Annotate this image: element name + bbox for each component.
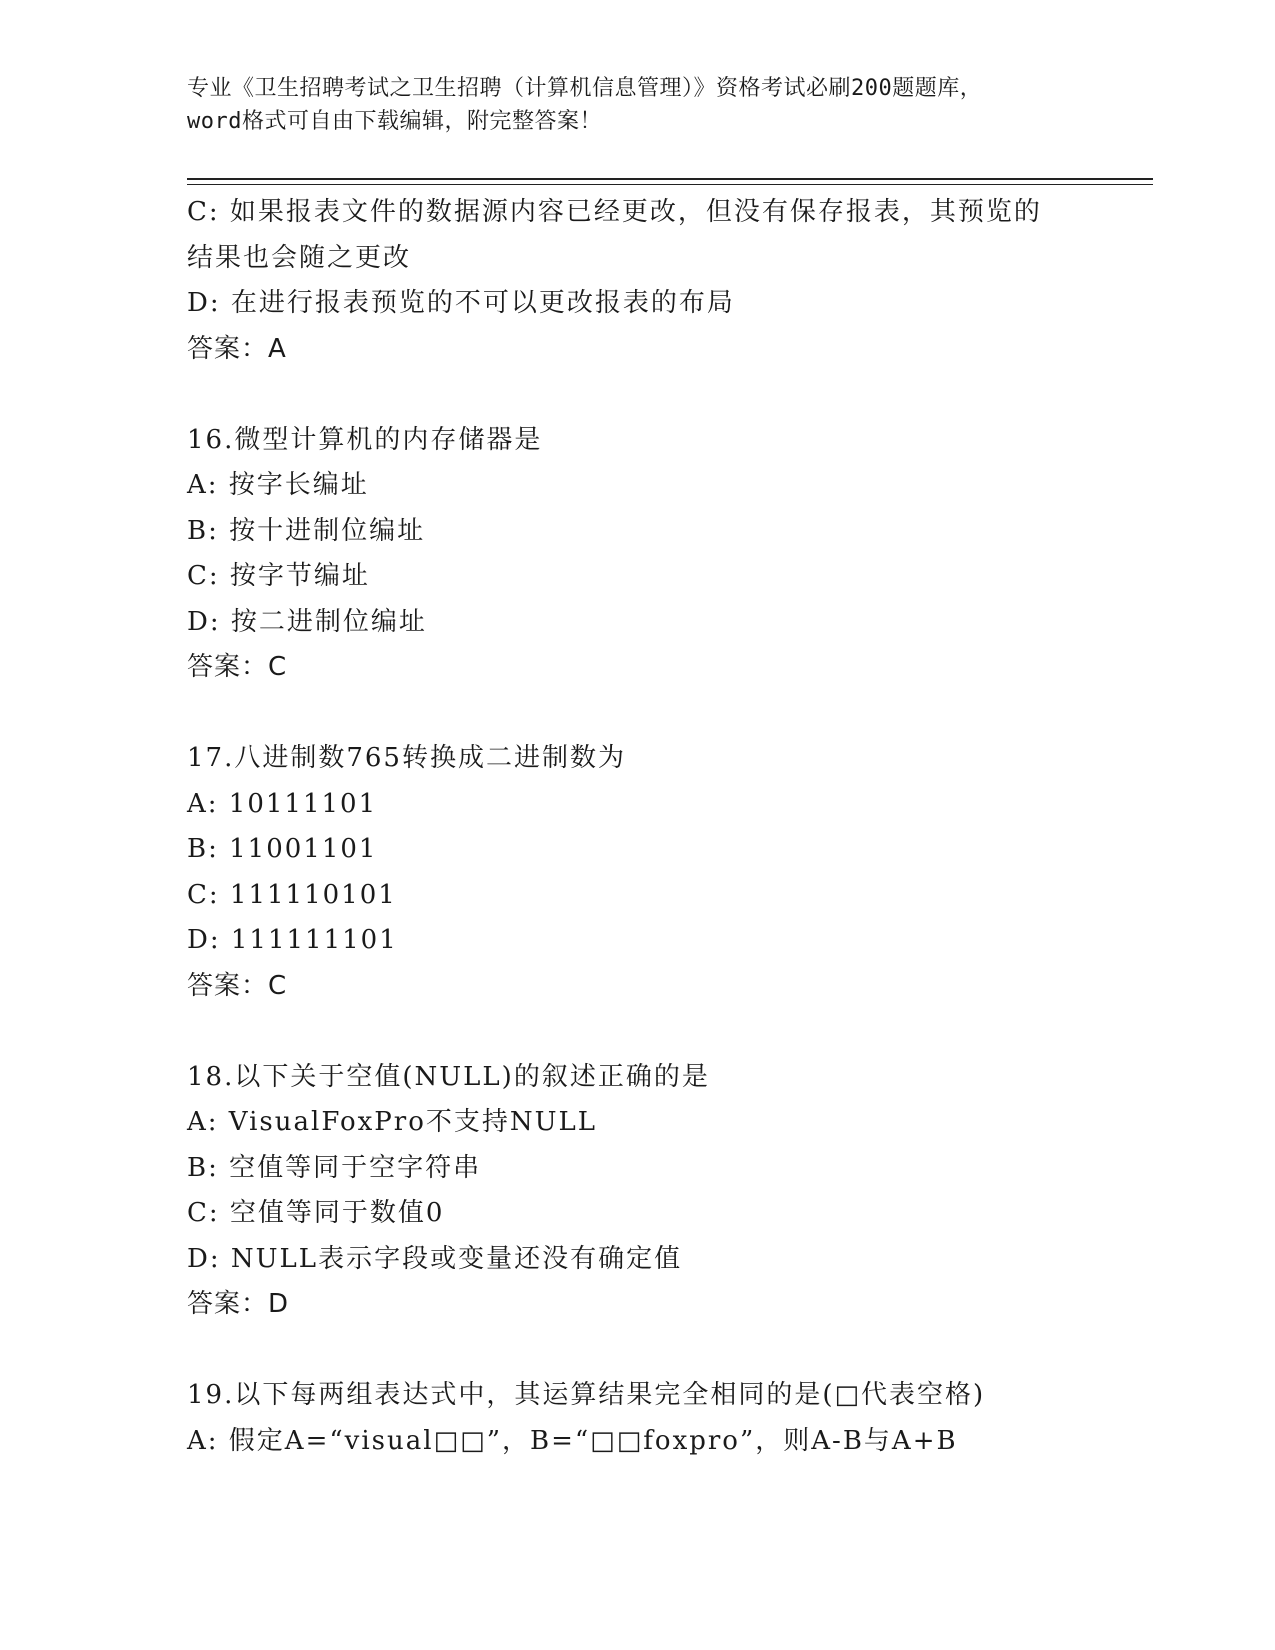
option-a: A: 假定A=“visual□□”，B=“□□foxpro”，则A-B与A+B [187,1425,958,1456]
header-divider-thin [187,184,1153,185]
header-line-1: 专业《卫生招聘考试之卫生招聘（计算机信息管理）》资格考试必刷200题题库， [187,76,983,101]
question-stem: 17.八进制数765转换成二进制数为 [187,743,626,773]
answer-line: 答案：C [187,970,288,1001]
option-b: B: 按十进制位编址 [187,515,426,546]
question-18 [187,1055,1087,1328]
option-d: D: 111111101 [187,925,398,955]
option-d: D: 按二进制位编址 [187,606,427,637]
partial-question [187,190,1087,372]
document-header [187,72,1087,138]
question-stem: 18.以下关于空值(NULL)的叙述正确的是 [187,1061,710,1092]
question-16 [187,418,1087,691]
question-17 [187,736,1087,1009]
question-content [187,190,1087,1464]
answer-line: 答案：A [187,333,287,364]
option-a: A: 10111101 [187,788,378,819]
option-c: C: 空值等同于数值0 [187,1198,445,1228]
option-c: C: 如果报表文件的数据源内容已经更改，但没有保存报表，其预览的 [187,197,1042,227]
option-c: C: 111110101 [187,879,397,910]
header-divider-thick [187,178,1153,180]
header-line-2: word格式可自由下载编辑，附完整答案！ [187,109,602,134]
question-stem: 19.以下每两组表达式中，其运算结果完全相同的是(□代表空格) [187,1380,986,1410]
answer-line: 答案：C [187,652,288,682]
option-d: D: 在进行报表预览的不可以更改报表的布局 [187,288,735,318]
question-stem: 16.微型计算机的内存储器是 [187,424,543,455]
option-b: B: 空值等同于空字符串 [187,1152,482,1183]
option-c-continued: 结果也会随之更改 [187,242,412,273]
option-d: D: NULL表示字段或变量还没有确定值 [187,1243,683,1274]
option-a: A: VisualFoxPro不支持NULL [187,1107,598,1137]
option-b: B: 11001101 [187,834,378,864]
option-a: A: 按字长编址 [187,470,369,500]
question-19 [187,1373,1087,1464]
answer-line: 答案：D [187,1289,290,1319]
option-c: C: 按字节编址 [187,561,370,591]
